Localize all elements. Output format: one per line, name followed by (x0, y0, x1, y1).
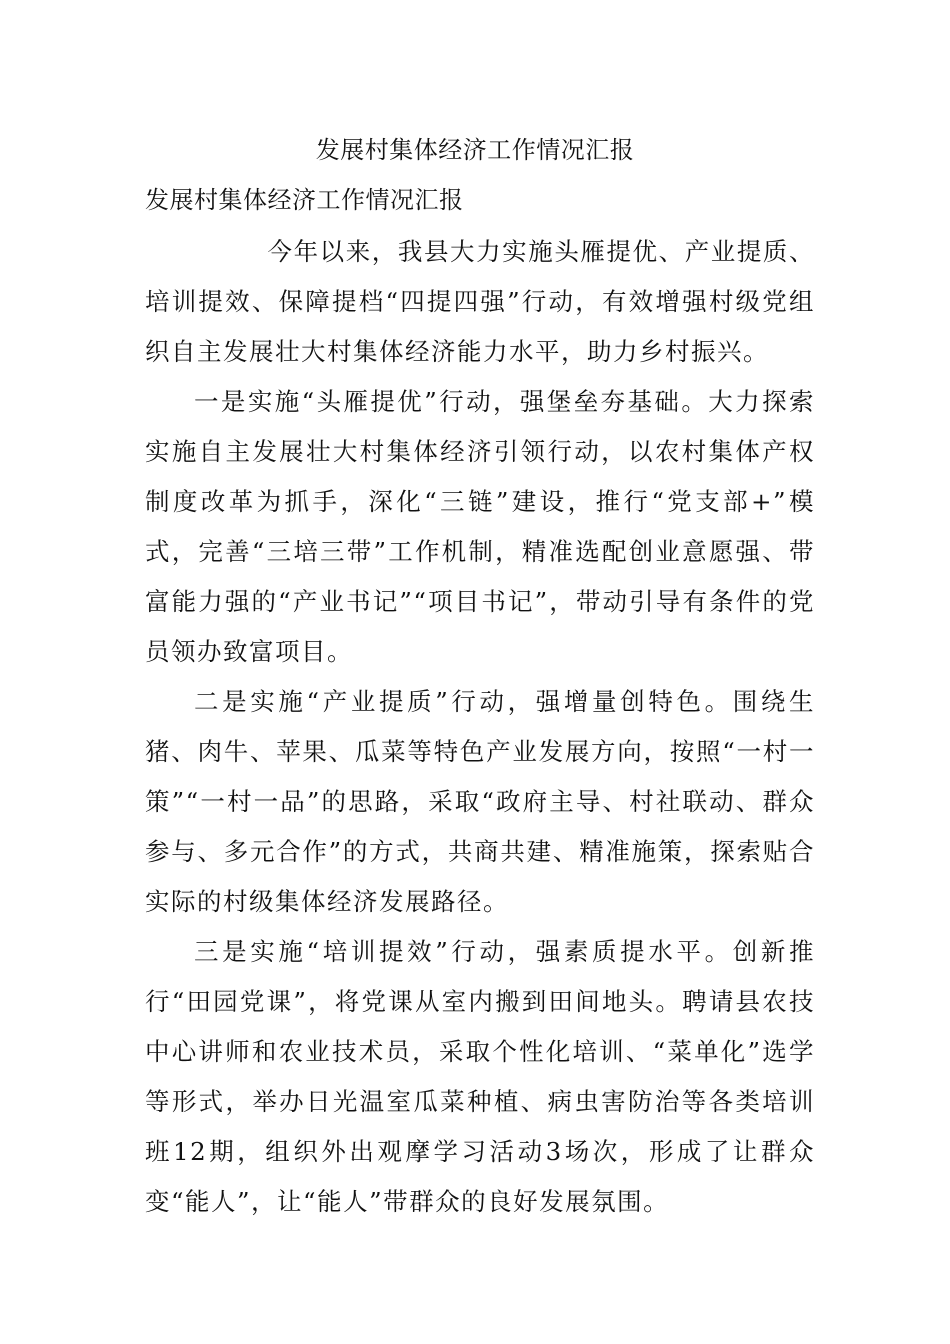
document-subtitle: 发展村集体经济工作情况汇报 (145, 186, 464, 214)
paragraph-training-action: 三是实施“培训提效”行动，强素质提水平。创新推行“田园党课”，将党课从室内搬到田间地头。聘请县农技中心讲师和农业技术员，采取个性化培训、“菜单化”选学等形式，举办日光温室瓜菜种植、病虫害防治等各类培训班12期，组织外出观摩学习活动3场次，形成了让群众变“能人”，让“能人”带群众的良好发展氛围。 (145, 937, 815, 1216)
document-title: 发展村集体经济工作情况汇报 (315, 136, 635, 164)
paragraph-industry-action: 二是实施“产业提质”行动，强增量创特色。围绕生猪、肉牛、苹果、瓜菜等特色产业发展方向，按照“一村一策”“一村一品”的思路，采取“政府主导、村社联动、群众参与、多元合作”的方式，共商共建、精准施策，探索贴合实际的村级集体经济发展路径。 (145, 687, 815, 916)
document-body (145, 227, 815, 1227)
paragraph-leader-action: 一是实施“头雁提优”行动，强堡垒夯基础。大力探索实施自主发展壮大村集体经济引领行动，以农村集体产权制度改革为抓手，深化“三链”建设，推行“党支部+”模式，完善“三培三带”工作机制，精准选配创业意愿强、带富能力强的“产业书记”“项目书记”，带动引导有条件的党员领办致富项目。 (145, 387, 815, 666)
paragraph-intro: 今年以来，我县大力实施头雁提优、产业提质、培训提效、保障提档“四提四强”行动，有效增强村级党组织自主发展壮大村集体经济能力水平，助力乡村振兴。 (145, 237, 815, 366)
